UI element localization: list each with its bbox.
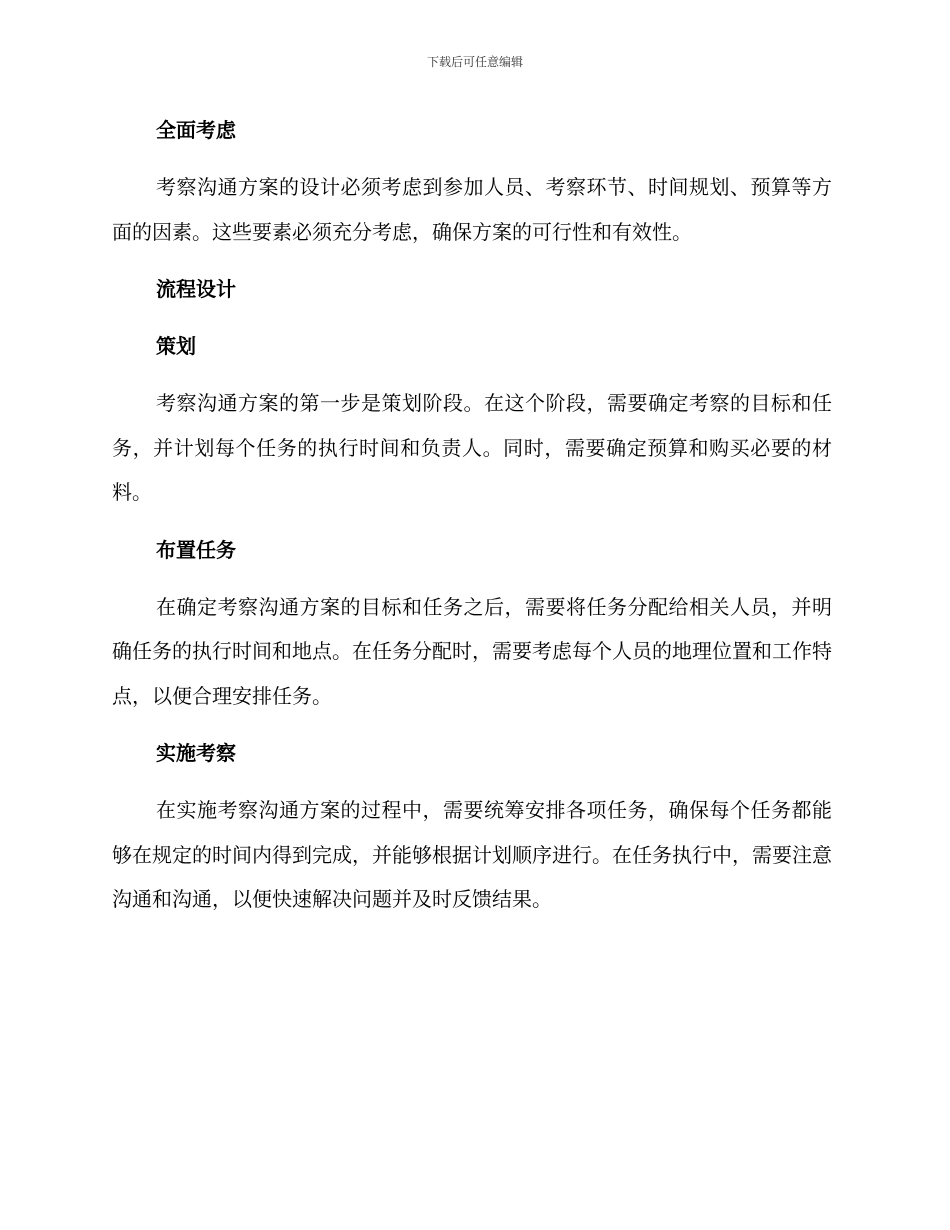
paragraph-planning: 考察沟通方案的第一步是策划阶段。在这个阶段，需要确定考察的目标和任务，并计划每个任务的执行时间和负责人。同时，需要确定预算和购买必要的材料。: [112, 391, 832, 504]
section-heading-process-design: 流程设计: [156, 277, 236, 301]
section-heading-overall-consideration: 全面考虑: [156, 118, 236, 142]
section-heading-implementation: 实施考察: [156, 741, 236, 765]
header-note: 下载后可任意编辑: [426, 55, 523, 69]
document-body: [112, 108, 832, 935]
paragraph-implementation: 在实施考察沟通方案的过程中，需要统筹安排各项任务，确保每个任务都能够在规定的时间内得到完成，并能够根据计划顺序进行。在任务执行中，需要注意沟通和沟通，以便快速解决问题并及时反馈结果。: [112, 798, 832, 911]
section-heading-assign-tasks: 布置任务: [156, 537, 236, 562]
paragraph-assign-tasks: 在确定考察沟通方案的目标和任务之后，需要将任务分配给相关人员，并明确任务的执行时间和地点。在任务分配时，需要考虑每个人员的地理位置和工作特点，以便合理安排任务。: [112, 594, 832, 708]
paragraph-overall-consideration: 考察沟通方案的设计必须考虑到参加人员、考察环节、时间规划、预算等方面的因素。这些要素必须充分考虑，确保方案的可行性和有效性。: [112, 175, 832, 244]
section-heading-planning: 策划: [156, 334, 196, 358]
